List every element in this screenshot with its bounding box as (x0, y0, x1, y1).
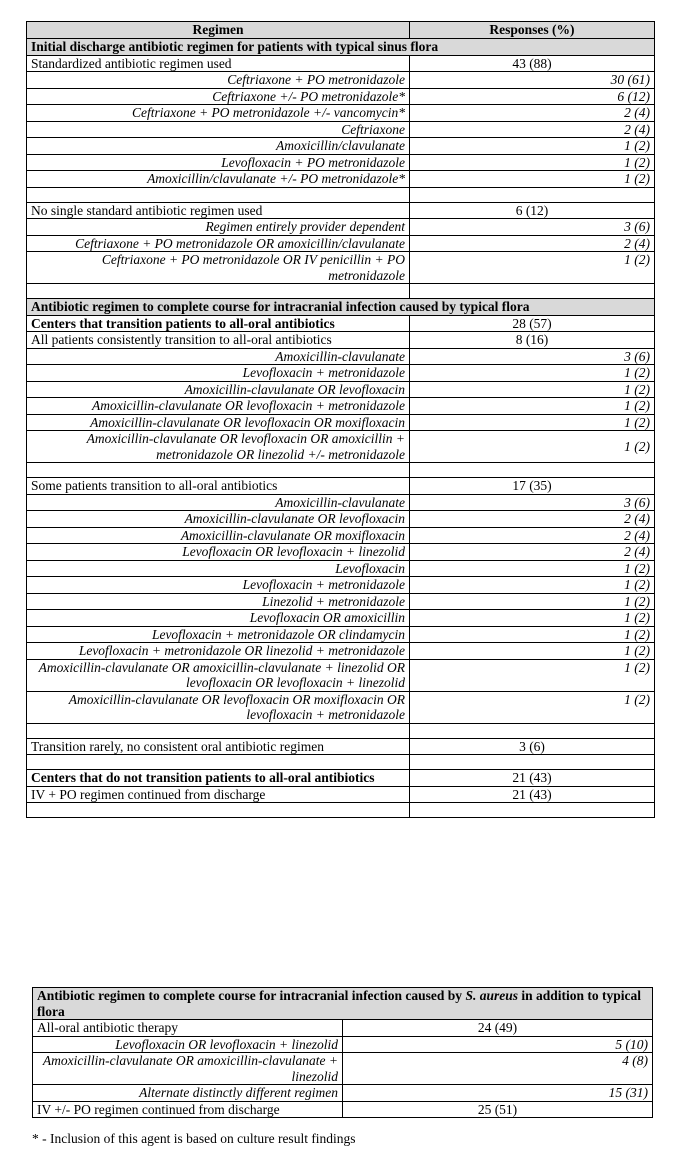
regimen-label: Alternate distinctly different regimen (33, 1085, 343, 1102)
group-value: 43 (88) (410, 55, 655, 72)
group-label: Transition rarely, no consistent oral antibiotic regimen (27, 738, 410, 755)
group-value: 6 (12) (410, 202, 655, 219)
header-responses: Responses (%) (410, 22, 655, 39)
table-row (33, 1053, 653, 1085)
group-value: 25 (51) (343, 1101, 653, 1118)
table-row (27, 72, 655, 89)
regimen-label: Ceftriaxone + PO metronidazole OR IV penicillin + PO metronidazole (27, 252, 410, 284)
table-row (33, 1085, 653, 1102)
response-value: 1 (2) (410, 398, 655, 415)
table-row (33, 1036, 653, 1053)
table-row (27, 219, 655, 236)
spacer-row (27, 755, 655, 770)
group-row (27, 55, 655, 72)
spacer-cell (410, 463, 655, 478)
regimen-label: Amoxicillin/clavulanate (27, 138, 410, 155)
response-value: 3 (6) (410, 494, 655, 511)
table-row (27, 643, 655, 660)
spacer-cell (27, 803, 410, 818)
section-header-row (27, 299, 655, 316)
regimen-label: Amoxicillin-clavulanate OR levofloxacin OR moxifloxacin OR levofloxacin + metronidazole (27, 691, 410, 723)
response-value: 2 (4) (410, 121, 655, 138)
spacer-cell (410, 284, 655, 299)
group-label: Centers that transition patients to all-oral antibiotics (27, 315, 410, 332)
response-value: 2 (4) (410, 105, 655, 122)
table-row (27, 593, 655, 610)
response-value: 1 (2) (410, 577, 655, 594)
table-header-row (27, 22, 655, 39)
group-row (33, 1101, 653, 1118)
spacer-cell (27, 723, 410, 738)
regimen-label: Levofloxacin (27, 560, 410, 577)
group-row (27, 332, 655, 349)
response-value: 1 (2) (410, 560, 655, 577)
regimen-label: Amoxicillin-clavulanate OR levofloxacin + metronidazole (27, 398, 410, 415)
response-value: 1 (2) (410, 154, 655, 171)
regimen-label: Ceftriaxone + PO metronidazole +/- vancomycin* (27, 105, 410, 122)
response-value: 2 (4) (410, 511, 655, 528)
table-row (27, 544, 655, 561)
table-row (27, 381, 655, 398)
spacer-cell (27, 187, 410, 202)
regimen-label: Levofloxacin + PO metronidazole (27, 154, 410, 171)
organism-name: S. aureus (465, 988, 518, 1003)
spacer-cell (410, 755, 655, 770)
regimen-label: Amoxicillin-clavulanate OR amoxicillin-clavulanate + linezolid (33, 1053, 343, 1085)
regimen-label: Levofloxacin + metronidazole (27, 577, 410, 594)
regimen-label: Levofloxacin OR levofloxacin + linezolid (33, 1036, 343, 1053)
regimen-label: Amoxicillin-clavulanate OR levofloxacin OR moxifloxacin (27, 414, 410, 431)
regimen-table (26, 21, 655, 818)
footnote: * - Inclusion of this agent is based on culture result findings (32, 1131, 356, 1146)
header-regimen: Regimen (27, 22, 410, 39)
regimen-label: Linezolid + metronidazole (27, 593, 410, 610)
section-title-pre: Antibiotic regimen to complete course for intracranial infection caused by (37, 988, 466, 1003)
table-row (27, 398, 655, 415)
table-row (27, 610, 655, 627)
response-value: 5 (10) (343, 1036, 653, 1053)
regimen-label: Regimen entirely provider dependent (27, 219, 410, 236)
table-row (27, 577, 655, 594)
group-row (33, 1020, 653, 1037)
group-label: IV + PO regimen continued from discharge (27, 786, 410, 803)
regimen-label: Levofloxacin OR levofloxacin + linezolid (27, 544, 410, 561)
regimen-label: Ceftriaxone (27, 121, 410, 138)
table-row (27, 154, 655, 171)
response-value: 1 (2) (410, 610, 655, 627)
table-row (27, 626, 655, 643)
regimen-label: Amoxicillin-clavulanate (27, 494, 410, 511)
group-row (27, 202, 655, 219)
table-row (27, 348, 655, 365)
group-value: 21 (43) (410, 786, 655, 803)
spacer-cell (27, 284, 410, 299)
response-value: 1 (2) (410, 252, 655, 284)
table-row (27, 235, 655, 252)
regimen-label: Amoxicillin-clavulanate OR levofloxacin (27, 381, 410, 398)
saureus-table (32, 987, 653, 1118)
table-row (27, 431, 655, 463)
section-title: Initial discharge antibiotic regimen for patients with typical sinus flora (27, 39, 655, 56)
regimen-label: Amoxicillin-clavulanate (27, 348, 410, 365)
regimen-label: Amoxicillin-clavulanate OR moxifloxacin (27, 527, 410, 544)
response-value: 1 (2) (410, 643, 655, 660)
response-value: 6 (12) (410, 88, 655, 105)
regimen-label: Amoxicillin-clavulanate OR levofloxacin (27, 511, 410, 528)
spacer-row (27, 284, 655, 299)
response-value: 1 (2) (410, 171, 655, 188)
table-row (27, 691, 655, 723)
response-value: 4 (8) (343, 1053, 653, 1085)
spacer-row (27, 187, 655, 202)
response-value: 30 (61) (410, 72, 655, 89)
section-title-post: in addition to typical flora (37, 988, 641, 1019)
group-value: 17 (35) (410, 478, 655, 495)
response-value: 1 (2) (410, 414, 655, 431)
group-label: IV +/- PO regimen continued from discharge (33, 1101, 343, 1118)
regimen-label: Ceftriaxone +/- PO metronidazole* (27, 88, 410, 105)
table-row (27, 659, 655, 691)
spacer-cell (27, 755, 410, 770)
response-value: 2 (4) (410, 527, 655, 544)
table-row (27, 414, 655, 431)
response-value: 2 (4) (410, 235, 655, 252)
regimen-label: Amoxicillin/clavulanate +/- PO metronidazole* (27, 171, 410, 188)
response-value: 2 (4) (410, 544, 655, 561)
response-value: 1 (2) (410, 593, 655, 610)
regimen-label: Levofloxacin OR amoxicillin (27, 610, 410, 627)
table-row (27, 511, 655, 528)
response-value: 1 (2) (410, 365, 655, 382)
section-title (33, 988, 653, 1020)
group-label: All-oral antibiotic therapy (33, 1020, 343, 1037)
spacer-cell (410, 187, 655, 202)
spacer-cell (410, 803, 655, 818)
group-value: 21 (43) (410, 770, 655, 787)
response-value: 1 (2) (410, 381, 655, 398)
response-value: 1 (2) (410, 691, 655, 723)
regimen-label: Levofloxacin + metronidazole (27, 365, 410, 382)
response-value: 1 (2) (410, 626, 655, 643)
response-value: 1 (2) (410, 138, 655, 155)
response-value: 1 (2) (410, 431, 655, 463)
group-label: Some patients transition to all-oral antibiotics (27, 478, 410, 495)
table-row (27, 252, 655, 284)
section-title: Antibiotic regimen to complete course for intracranial infection caused by typical flora (27, 299, 655, 316)
spacer-row (27, 463, 655, 478)
group-value: 24 (49) (343, 1020, 653, 1037)
response-value: 3 (6) (410, 348, 655, 365)
response-value: 15 (31) (343, 1085, 653, 1102)
group-row (27, 478, 655, 495)
group-label: Standardized antibiotic regimen used (27, 55, 410, 72)
table-row (27, 121, 655, 138)
regimen-label: Levofloxacin + metronidazole OR linezolid + metronidazole (27, 643, 410, 660)
table-row (27, 560, 655, 577)
table-row (27, 365, 655, 382)
regimen-label: Ceftriaxone + PO metronidazole OR amoxicillin/clavulanate (27, 235, 410, 252)
regimen-label: Ceftriaxone + PO metronidazole (27, 72, 410, 89)
table-row (27, 138, 655, 155)
response-value: 1 (2) (410, 659, 655, 691)
spacer-row (27, 803, 655, 818)
regimen-label: Amoxicillin-clavulanate OR levofloxacin OR amoxicillin + metronidazole OR linezolid +/- metronidazole (27, 431, 410, 463)
group-label: No single standard antibiotic regimen used (27, 202, 410, 219)
table-row (27, 171, 655, 188)
group-row (27, 786, 655, 803)
group-value: 28 (57) (410, 315, 655, 332)
group-value: 3 (6) (410, 738, 655, 755)
spacer-cell (410, 723, 655, 738)
table-row (27, 105, 655, 122)
section-header-row (27, 39, 655, 56)
section-header-row (33, 988, 653, 1020)
regimen-label: Levofloxacin + metronidazole OR clindamycin (27, 626, 410, 643)
table-row (27, 494, 655, 511)
table-row (27, 88, 655, 105)
response-value: 3 (6) (410, 219, 655, 236)
group-row (27, 738, 655, 755)
table-row (27, 527, 655, 544)
group-value: 8 (16) (410, 332, 655, 349)
spacer-row (27, 723, 655, 738)
group-label: Centers that do not transition patients to all-oral antibiotics (27, 770, 410, 787)
regimen-label: Amoxicillin-clavulanate OR amoxicillin-clavulanate + linezolid OR levofloxacin OR levofloxacin + linezolid (27, 659, 410, 691)
group-row (27, 770, 655, 787)
group-label: All patients consistently transition to all-oral antibiotics (27, 332, 410, 349)
group-row (27, 315, 655, 332)
spacer-cell (27, 463, 410, 478)
